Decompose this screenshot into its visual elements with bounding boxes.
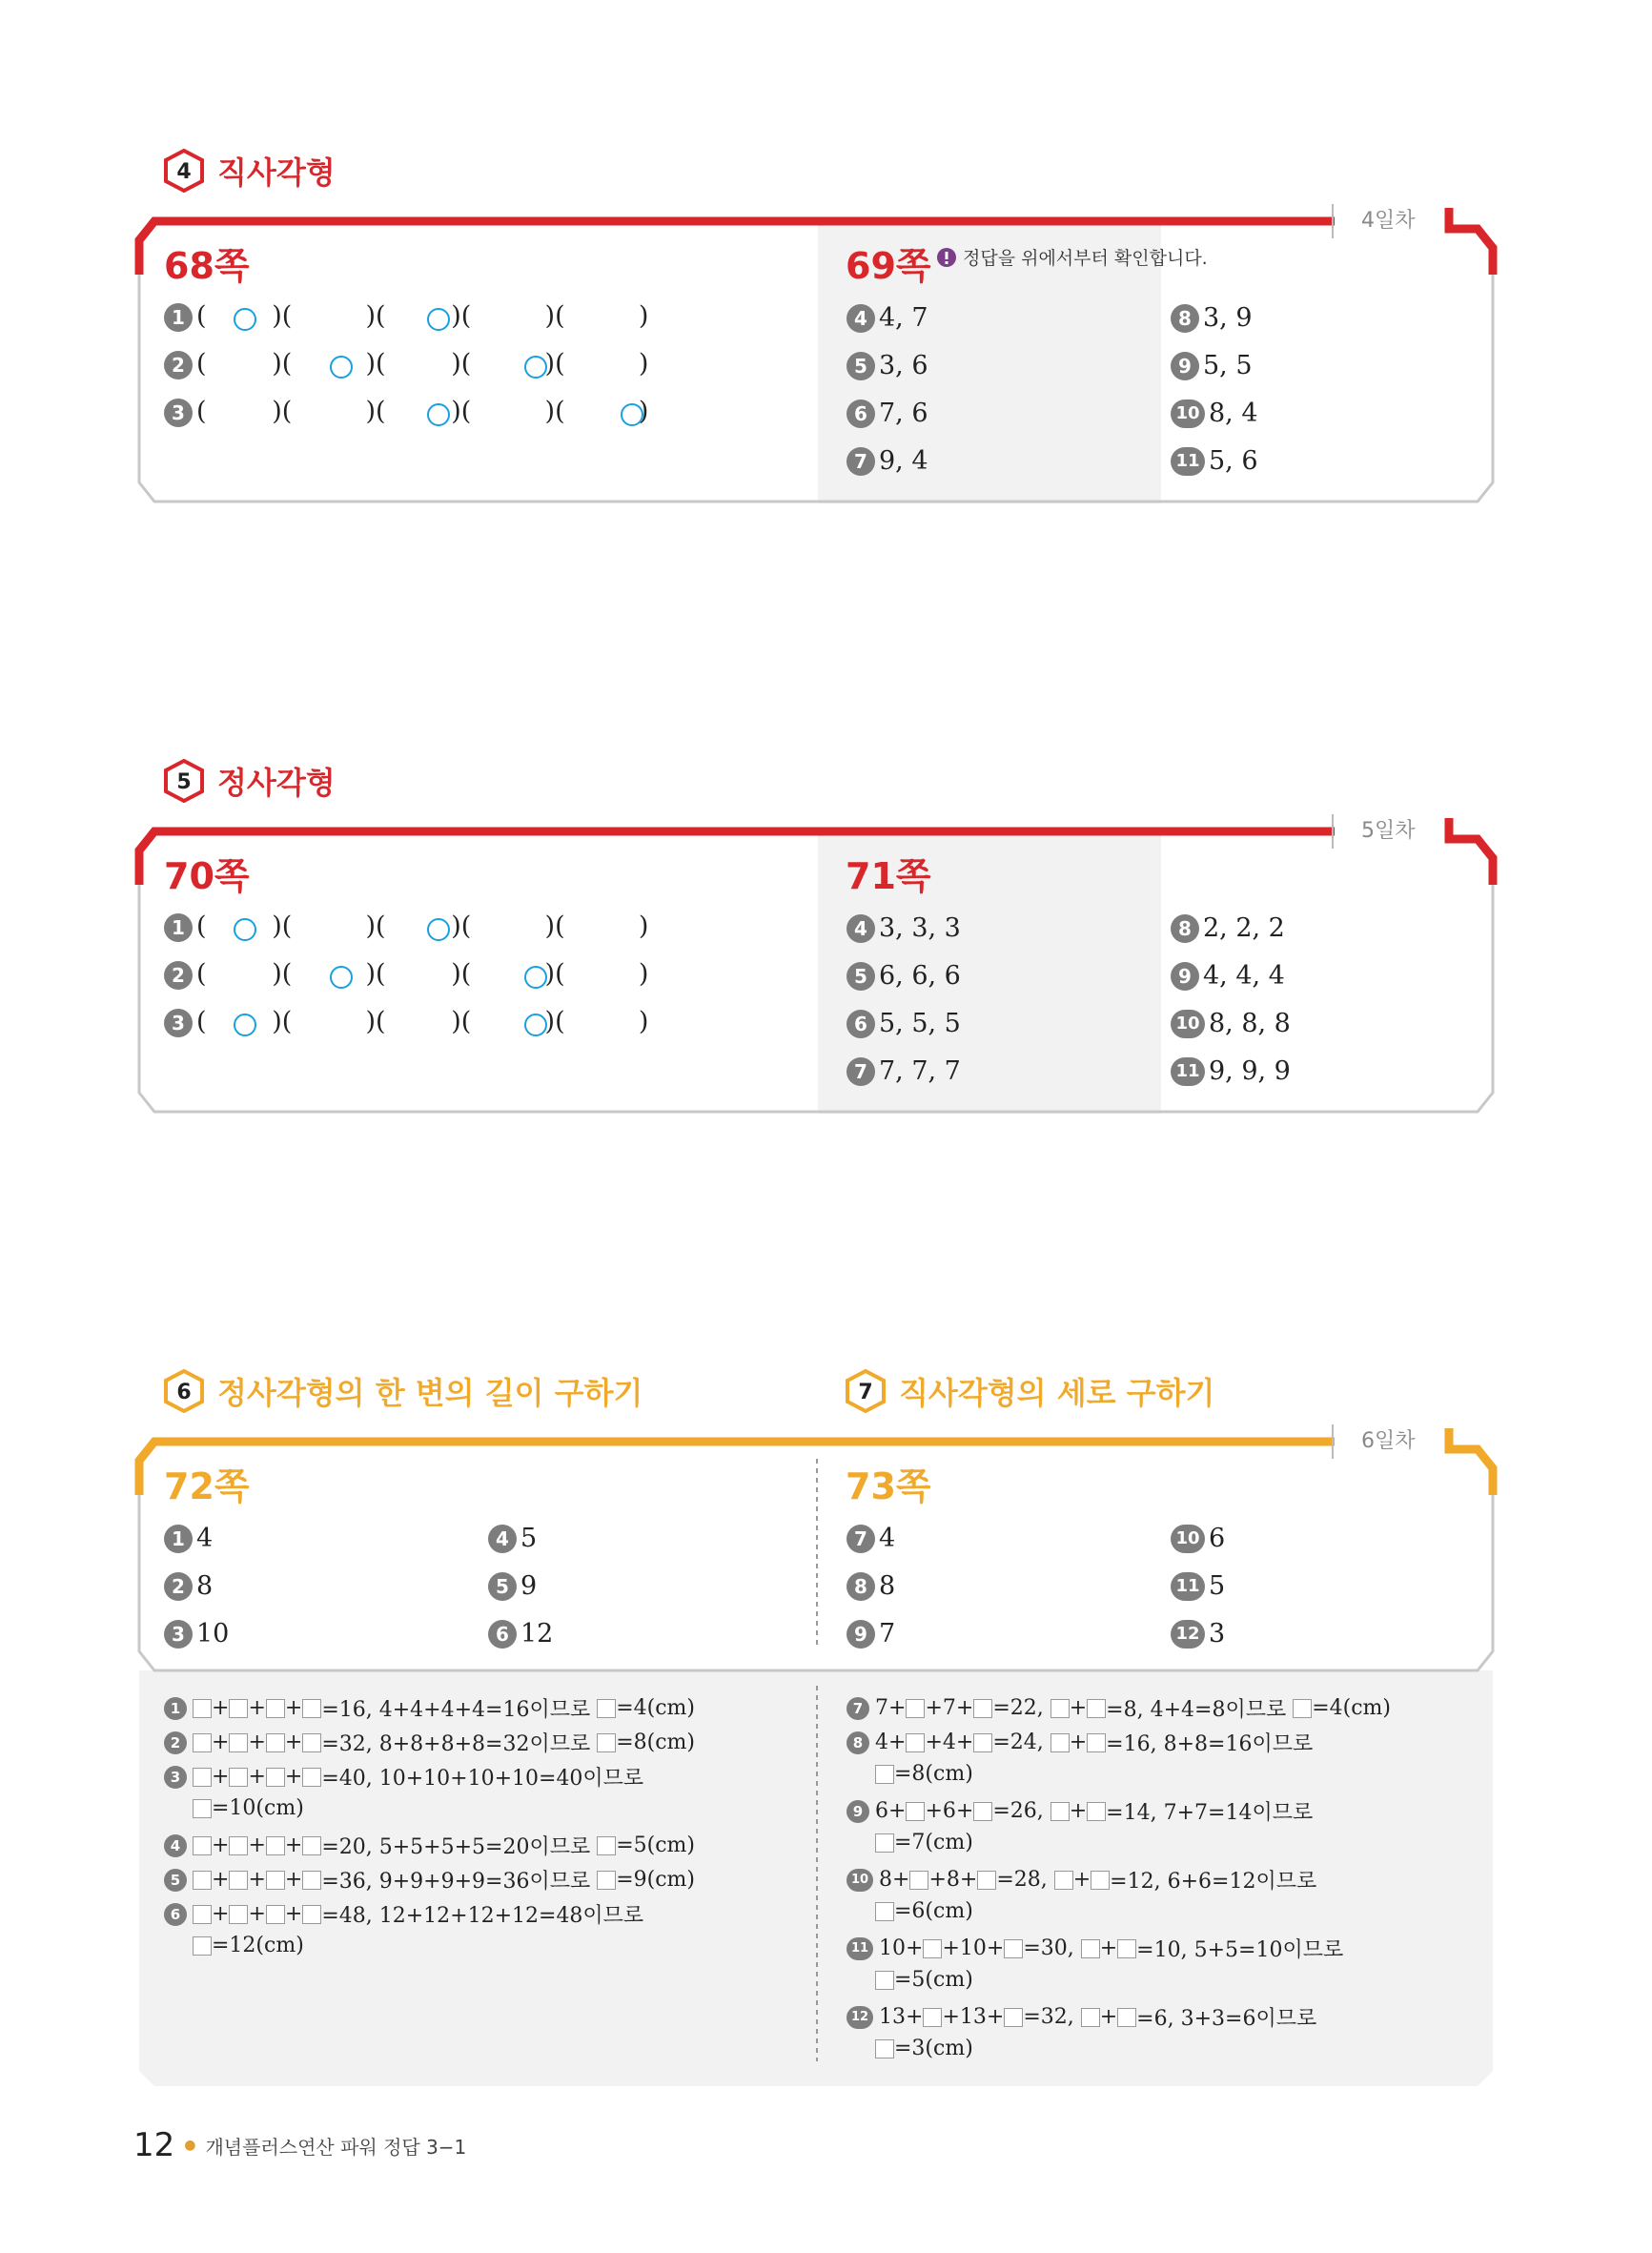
blank-box: [229, 1905, 248, 1924]
blank-box: [193, 1733, 212, 1752]
explain-6-cont: [193, 1934, 304, 1957]
number-badge: 1: [164, 1525, 193, 1553]
answer-value: 6, 6, 6: [879, 961, 961, 991]
answer-value: 4: [879, 1524, 896, 1553]
number-badge: 9: [1171, 352, 1199, 380]
blank-box: [1004, 1939, 1023, 1958]
answer-7: [846, 1056, 961, 1086]
number-badge: 9: [846, 1620, 875, 1649]
section-title-text: 정사각형의 한 변의 길이 구하기: [217, 1375, 643, 1411]
blank-box: [302, 1768, 321, 1787]
number-badge: 2: [164, 961, 193, 990]
number-badge: 10: [1171, 399, 1205, 428]
answer-value: 6: [1209, 1524, 1226, 1553]
number-badge: 10: [1171, 1525, 1205, 1553]
answer-1: [164, 1524, 213, 1553]
number-badge: 3: [164, 1620, 193, 1649]
answer-5: [488, 1571, 537, 1601]
answer-circle: [330, 966, 353, 989]
answer-value: 10: [196, 1619, 230, 1649]
blank-box: [302, 1836, 321, 1855]
answer-6: [846, 1009, 961, 1038]
day-label: 6일차: [1361, 1429, 1416, 1453]
answer-6: [488, 1619, 553, 1649]
explain-7: 7 7+ +7+ =22, + =8, 4+4=8이므로 =4(cm): [846, 1693, 1391, 1723]
page-number: 12: [133, 2126, 175, 2164]
blank-box: [597, 1733, 616, 1752]
explain-text: =48, 12+12+12+12=48이므로: [321, 1904, 644, 1928]
section-7-title: [844, 1369, 1214, 1413]
day-label: 5일차: [1361, 819, 1416, 843]
answer-value: 8: [879, 1571, 896, 1601]
explain-result: =10(cm): [212, 1796, 304, 1820]
number-badge: 10: [846, 1869, 873, 1892]
section-5-title: [162, 759, 336, 803]
row-1: 1 ( )( )( )( )( ): [164, 911, 648, 942]
blank-box: [229, 1871, 248, 1890]
blank-box: [923, 1939, 942, 1958]
answer-value: 9: [520, 1571, 538, 1601]
page-70-heading: 70쪽: [164, 855, 250, 897]
number-badge: 7: [846, 447, 875, 476]
explain-result: =4(cm): [616, 1696, 695, 1720]
number-badge: 6: [164, 1903, 187, 1926]
explain-text: =32, 8+8+8+8=32이므로: [321, 1732, 591, 1756]
answer-circle: [427, 403, 450, 426]
answer-circle: [234, 308, 256, 331]
blank-box: [229, 1768, 248, 1787]
answer-circle: [234, 1014, 256, 1036]
answer-value: 5, 5, 5: [879, 1009, 961, 1038]
blank-box: [906, 1733, 925, 1752]
bullet-icon: ●: [184, 2138, 196, 2153]
blank-box: [909, 1871, 928, 1890]
number-badge: 8: [1171, 914, 1199, 943]
blank-box: [923, 2008, 942, 2027]
answer-10: [1171, 1524, 1225, 1553]
answer-11: [1171, 1056, 1291, 1086]
blank-box: [1050, 1802, 1070, 1821]
blank-box: [1050, 1699, 1070, 1718]
answer-circle: [427, 918, 450, 941]
number-badge: 1: [164, 303, 193, 332]
row-3: 3 ( )( )( )( )( ): [164, 397, 648, 427]
number-badge: 4: [488, 1525, 517, 1553]
answer-7: [846, 1524, 895, 1553]
number-badge: 12: [846, 2006, 873, 2029]
blank-box: [193, 1699, 212, 1718]
blank-box: [1117, 2008, 1136, 2027]
hexagon-number-icon: [162, 1369, 206, 1413]
blank-box: [229, 1733, 248, 1752]
number-badge: 11: [1171, 1572, 1205, 1601]
number-badge: 4: [846, 304, 875, 333]
number-badge: 8: [1171, 304, 1199, 333]
blank-box: [266, 1733, 285, 1752]
number-badge: 9: [846, 1800, 869, 1823]
blank-box: [266, 1768, 285, 1787]
answer-9: [846, 1619, 895, 1649]
blank-box: [193, 1836, 212, 1855]
blank-box: [906, 1699, 925, 1718]
page-72-heading: 72쪽: [164, 1465, 250, 1507]
explain-3-cont: [193, 1796, 304, 1820]
hexagon-number-icon: [844, 1369, 887, 1413]
hexagon-number-icon: [162, 759, 206, 803]
svg-text:6: 6: [176, 1381, 192, 1404]
answer-circle: [427, 308, 450, 331]
answer-4: [488, 1524, 537, 1553]
answer-8: [1171, 913, 1285, 943]
blank-box: [875, 1765, 894, 1784]
answer-5: [846, 961, 961, 991]
explain-12-cont: =3(cm): [875, 2037, 973, 2060]
blank-box: [266, 1871, 285, 1890]
number-badge: 10: [1171, 1010, 1205, 1038]
explain-text: =40, 10+10+10+10=40이므로: [321, 1767, 644, 1791]
answer-9: [1171, 351, 1253, 380]
answer-11: [1171, 446, 1258, 476]
blank-box: [193, 1799, 212, 1818]
blank-box: [1091, 1871, 1110, 1890]
svg-text:4: 4: [176, 160, 192, 184]
page-73-heading: 73쪽: [846, 1465, 931, 1507]
blank-box: [597, 1871, 616, 1890]
explain-3: 3 + + + =40, 10+10+10+10=40이므로: [164, 1762, 643, 1792]
answer-7: [846, 446, 928, 476]
section-title-text: 정사각형: [217, 765, 336, 801]
answer-8: [846, 1571, 895, 1601]
blank-box: [1081, 2008, 1100, 2027]
number-badge: 6: [488, 1620, 517, 1649]
row-3: 3 ( )( )( )( )( ): [164, 1007, 648, 1037]
blank-box: [302, 1905, 321, 1924]
answer-4: [846, 913, 961, 943]
note-text: 정답을 위에서부터 확인합니다.: [963, 248, 1208, 269]
svg-text:7: 7: [858, 1381, 873, 1404]
blank-box: [193, 1936, 212, 1956]
answer-6: [846, 399, 928, 428]
blank-box: [597, 1836, 616, 1855]
explain-text: =16, 4+4+4+4=16이므로: [321, 1698, 591, 1722]
answer-circle: [524, 356, 547, 379]
blank-box: [973, 1733, 992, 1752]
number-badge: 3: [164, 1009, 193, 1037]
number-badge: 11: [846, 1937, 873, 1960]
answer-11: [1171, 1571, 1225, 1601]
number-badge: 5: [164, 1869, 187, 1892]
blank-box: [1054, 1871, 1073, 1890]
blank-box: [597, 1699, 616, 1718]
blank-box: [266, 1699, 285, 1718]
svg-text:5: 5: [176, 770, 192, 794]
blank-box: [302, 1699, 321, 1718]
blank-box: [193, 1768, 212, 1787]
answer-value: 7, 6: [879, 399, 928, 428]
answer-value: 7, 7, 7: [879, 1056, 961, 1086]
answer-5: [846, 351, 928, 380]
answer-circle: [524, 966, 547, 989]
blank-box: [1087, 1802, 1106, 1821]
row-1: 1 ( )( )( )( )( ): [164, 301, 648, 332]
answer-8: [1171, 303, 1253, 333]
blank-box: [875, 1833, 894, 1853]
answer-value: 4: [196, 1524, 214, 1553]
answer-value: 8: [196, 1571, 214, 1601]
explain-1: 1 + + + =16, 4+4+4+4=16이므로 =4(cm): [164, 1693, 695, 1723]
page-69-heading: 69쪽: [846, 245, 931, 287]
blank-box: [875, 2039, 894, 2058]
number-badge: 7: [846, 1057, 875, 1086]
blank-box: [229, 1836, 248, 1855]
number-badge: 4: [164, 1834, 187, 1857]
answer-value: 3, 3, 3: [879, 913, 961, 943]
answer-12: [1171, 1619, 1225, 1649]
number-badge: 7: [846, 1697, 869, 1720]
blank-box: [973, 1802, 992, 1821]
blank-box: [1004, 2008, 1023, 2027]
number-badge: 2: [164, 1731, 187, 1754]
blank-box: [302, 1733, 321, 1752]
hexagon-number-icon: [162, 149, 206, 193]
page-71-heading: 71쪽: [846, 855, 931, 897]
answer-circle: [621, 403, 643, 426]
answer-10: [1171, 1009, 1291, 1038]
explain-11-cont: =5(cm): [875, 1968, 973, 1992]
blank-box: [1117, 1939, 1136, 1958]
explain-8-cont: =8(cm): [875, 1762, 973, 1786]
number-badge: 8: [846, 1572, 875, 1601]
answer-value: 4, 7: [879, 303, 928, 333]
number-badge: 5: [488, 1572, 517, 1601]
number-badge: 9: [1171, 962, 1199, 991]
explain-8: 8 4+ +4+ =24, + =16, 8+8=16이므로: [846, 1728, 1313, 1757]
number-badge: 2: [164, 1572, 193, 1601]
explain-result: =8(cm): [616, 1731, 695, 1754]
blank-box: [977, 1871, 996, 1890]
answer-4: [846, 303, 928, 333]
blank-box: [266, 1905, 285, 1924]
explain-9-cont: =7(cm): [875, 1831, 973, 1854]
number-badge: 6: [846, 399, 875, 428]
answer-value: 8, 8, 8: [1209, 1009, 1291, 1038]
answer-value: 7: [879, 1619, 896, 1649]
blank-box: [229, 1699, 248, 1718]
blank-box: [266, 1836, 285, 1855]
answer-value: 4, 4, 4: [1203, 961, 1285, 991]
number-badge: 1: [164, 1697, 187, 1720]
answer-circle: [234, 918, 256, 941]
blank-box: [193, 1905, 212, 1924]
answer-10: [1171, 399, 1258, 428]
number-badge: 8: [846, 1731, 869, 1754]
row-2: 2 ( )( )( )( )( ): [164, 959, 648, 990]
number-badge: 2: [164, 351, 193, 379]
answer-value: 3, 9: [1203, 303, 1253, 333]
number-badge: 1: [164, 913, 193, 942]
number-badge: 5: [846, 962, 875, 991]
explain-5: 5 + + + =36, 9+9+9+9=36이므로 =9(cm): [164, 1865, 695, 1895]
answer-value: 5, 5: [1203, 351, 1253, 380]
answer-value: 5: [1209, 1571, 1226, 1601]
page-footer: [133, 2126, 466, 2164]
section-6-title: [162, 1369, 642, 1413]
blank-box: [1293, 1699, 1312, 1718]
number-badge: 4: [846, 914, 875, 943]
answer-value: 8, 4: [1209, 399, 1258, 428]
blank-box: [1081, 1939, 1100, 1958]
answer-3: [164, 1619, 229, 1649]
explain-10-cont: =6(cm): [875, 1899, 973, 1923]
number-badge: 6: [846, 1010, 875, 1038]
blank-box: [1087, 1699, 1106, 1718]
info-icon: [936, 247, 957, 268]
explain-text: =20, 5+5+5+5=20이므로: [321, 1835, 591, 1859]
answer-value: 3: [1209, 1619, 1226, 1649]
explain-10: 10 8+ +8+ =28, + =12, 6+6=12이므로: [846, 1865, 1316, 1895]
section-title-text: 직사각형의 세로 구하기: [899, 1375, 1215, 1411]
number-badge: 11: [1171, 1057, 1205, 1086]
blank-box: [1087, 1733, 1106, 1752]
answer-value: 9, 9, 9: [1209, 1056, 1291, 1086]
explain-4: 4 + + + =20, 5+5+5+5=20이므로 =5(cm): [164, 1831, 695, 1860]
answer-value: 12: [520, 1619, 554, 1649]
note: [936, 244, 1208, 270]
explain-9: 9 6+ +6+ =26, + =14, 7+7=14이므로: [846, 1796, 1313, 1826]
explain-11: 11 10+ +10+ =30, + =10, 5+5=10이므로: [846, 1934, 1343, 1963]
book-title: 개념플러스연산 파워 정답 3−1: [205, 2135, 467, 2159]
number-badge: 5: [846, 352, 875, 380]
explain-6: 6 + + + =48, 12+12+12+12=48이므로: [164, 1899, 643, 1929]
explain-text: =36, 9+9+9+9=36이므로: [321, 1870, 591, 1894]
day-label: 4일차: [1361, 209, 1416, 233]
answer-2: [164, 1571, 213, 1601]
answer-9: [1171, 961, 1285, 991]
blank-box: [973, 1699, 992, 1718]
blank-box: [302, 1871, 321, 1890]
row-2: 2 ( )( )( )( )( ): [164, 349, 648, 379]
number-badge: 3: [164, 399, 193, 427]
answer-value: 2, 2, 2: [1203, 913, 1285, 943]
explain-result: =12(cm): [212, 1934, 304, 1957]
number-badge: 11: [1171, 447, 1205, 476]
answer-value: 3, 6: [879, 351, 928, 380]
answer-circle: [330, 356, 353, 379]
blank-box: [1050, 1733, 1070, 1752]
answer-value: 9, 4: [879, 446, 928, 476]
blank-box: [193, 1871, 212, 1890]
number-badge: 7: [846, 1525, 875, 1553]
blank-box: [875, 1902, 894, 1921]
explain-result: =5(cm): [616, 1833, 695, 1857]
section-title-text: 직사각형: [217, 154, 336, 191]
number-badge: 3: [164, 1766, 187, 1789]
blank-box: [906, 1802, 925, 1821]
number-badge: 12: [1171, 1620, 1205, 1649]
explain-result: =9(cm): [616, 1868, 695, 1892]
answer-circle: [524, 1014, 547, 1036]
answer-value: 5: [520, 1524, 538, 1553]
answer-value: 5, 6: [1209, 446, 1258, 476]
page-68-heading: 68쪽: [164, 245, 250, 287]
blank-box: [875, 1971, 894, 1990]
explain-2: 2 + + + =32, 8+8+8+8=32이므로 =8(cm): [164, 1728, 695, 1757]
section-4-title: [162, 149, 336, 193]
explain-12: 12 13+ +13+ =32, + =6, 3+3=6이므로: [846, 2002, 1316, 2032]
